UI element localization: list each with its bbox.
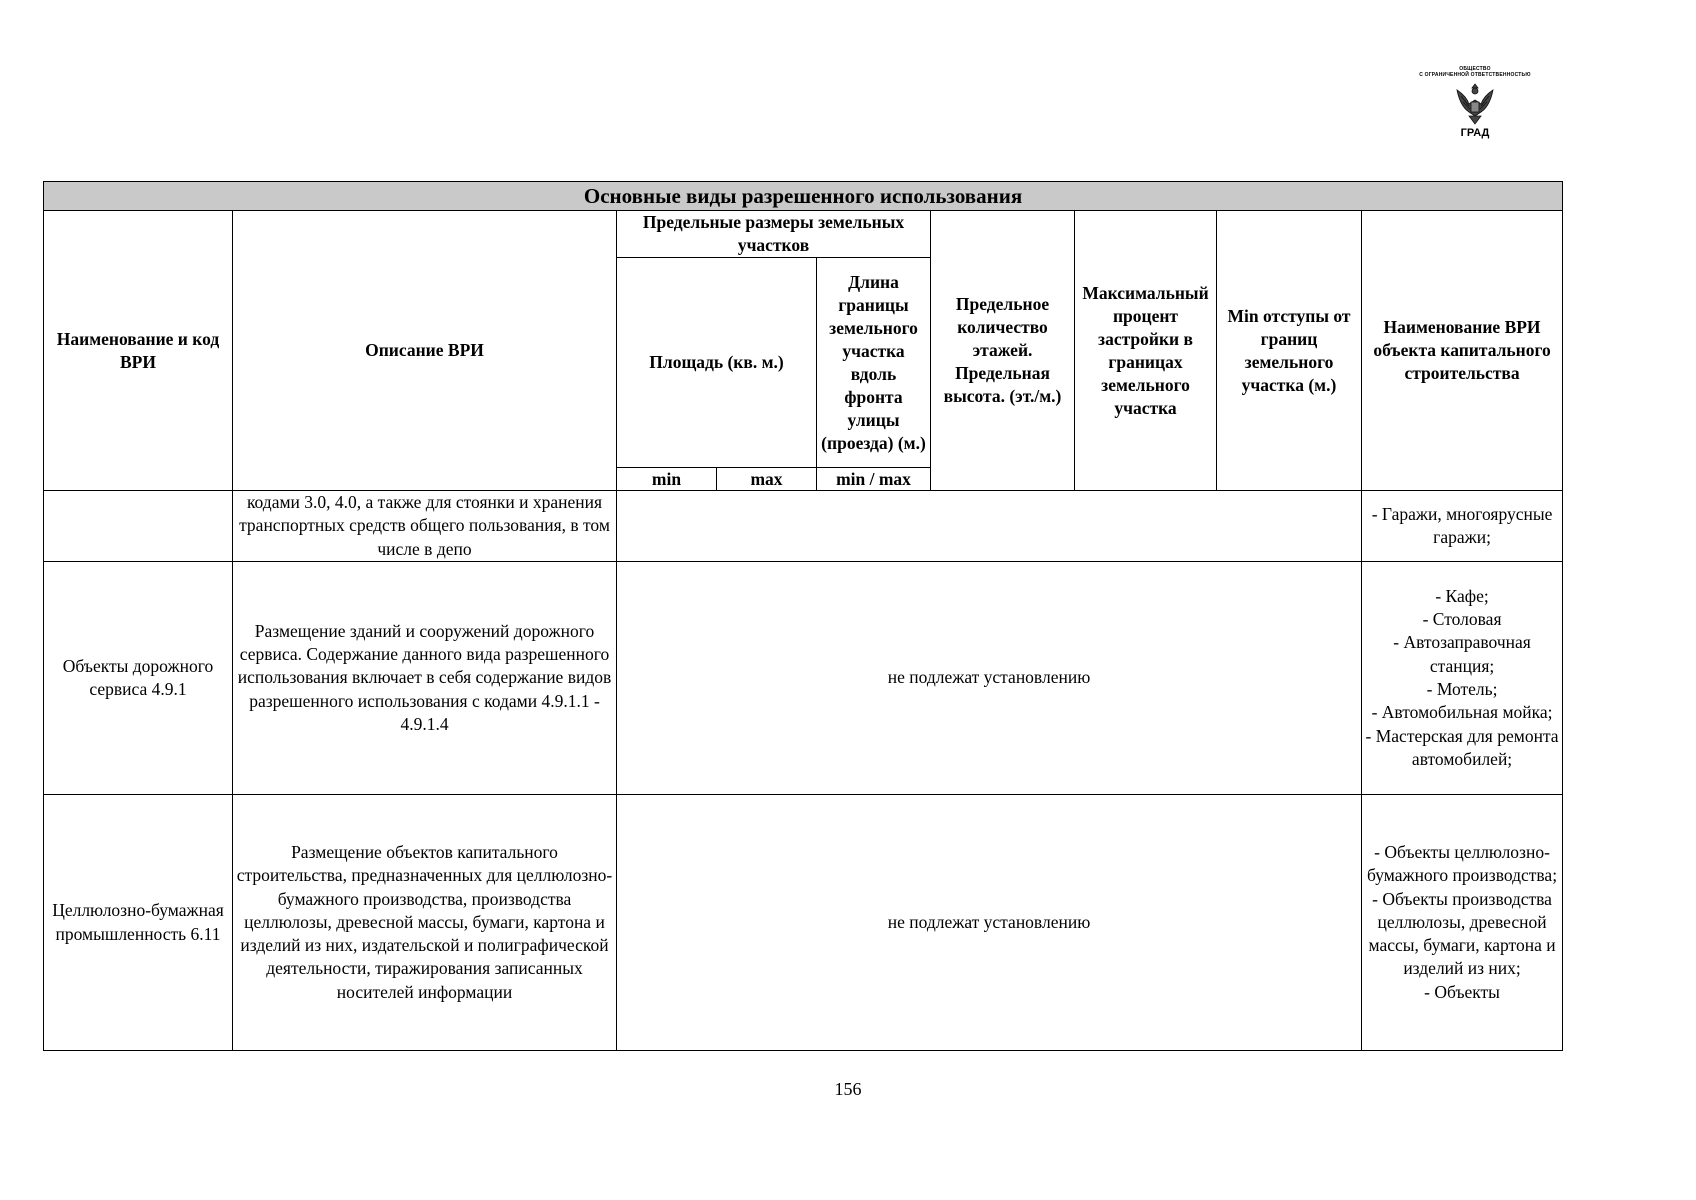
header-area: Площадь (кв. м.)	[617, 258, 817, 468]
capital-object-item: - Мастерская для ремонта автомобилей;	[1365, 725, 1559, 769]
logo-org-line-1: ОБЩЕСТВО	[1459, 66, 1491, 72]
row-parameters	[617, 491, 1362, 562]
capital-object-item: - Мотель;	[1426, 679, 1498, 699]
table-title: Основные виды разрешенного использования	[44, 182, 1563, 211]
capital-object-item: - Объекты целлюлозно-бумажного производства;	[1367, 841, 1558, 886]
header-name-code: Наименование и код ВРИ	[44, 211, 233, 491]
capital-object-item: - Столовая	[1422, 609, 1502, 630]
row-description: Размещение объектов капитального строительства, предназначенных для целлюлозно-бумажного производства, производства целлюлозы, древесной массы, бумаги, картона и изделий из них, издательской и полиграфической деятельности, тиражирования записанных носителей информации	[233, 795, 617, 1051]
row-name-code: Целлюлозно-бумажная промышленность 6.11	[44, 795, 233, 1051]
header-floors-height: Предельное количество этажей. Предельная высота. (эт./м.)	[931, 211, 1075, 491]
header-area-max: max	[717, 467, 817, 490]
capital-object-item: - Автомобильная мойка;	[1371, 702, 1553, 723]
row-description: кодами 3.0, 4.0, а также для стоянки и хранения транспортных средств общего пользования, в том числе в депо	[233, 491, 617, 562]
header-description: Описание ВРИ	[233, 211, 617, 491]
capital-object-item: - Автозаправочная станция;	[1393, 632, 1531, 676]
row-parameters: не подлежат установлению	[617, 562, 1362, 795]
eagle-emblem-icon	[1453, 80, 1497, 126]
header-plot-sizes: Предельные размеры земельных участков	[617, 211, 931, 258]
company-logo	[1390, 66, 1560, 156]
header-frontage-min-max: min / max	[817, 467, 931, 490]
header-frontage-length: Длина границы земельного участка вдоль фронта улицы (проезда) (м.)	[817, 258, 931, 468]
table-row	[44, 491, 1563, 562]
header-min-setbacks: Min отступы от границ земельного участка (м.)	[1217, 211, 1362, 491]
row-parameters: не подлежат установлению	[617, 795, 1362, 1051]
page-number: 156	[834, 1079, 862, 1099]
header-capital-objects: Наименование ВРИ объекта капитального строительства	[1362, 211, 1563, 491]
row-name-code	[44, 491, 233, 562]
header-max-coverage: Максимальный процент застройки в границах земельного участка	[1075, 211, 1217, 491]
row-capital-objects	[1362, 562, 1563, 795]
table-row	[44, 562, 1563, 795]
permitted-use-table	[43, 181, 1563, 1051]
row-capital-objects	[1362, 795, 1563, 1051]
capital-object-item: - Гаражи, многоярусные гаражи;	[1371, 503, 1553, 547]
row-capital-objects	[1362, 491, 1563, 562]
capital-object-item: - Кафе;	[1435, 585, 1489, 606]
capital-object-item: - Объекты	[1424, 981, 1500, 1002]
capital-object-item: - Объекты производства целлюлозы, древесной массы, бумаги, картона и изделий из них;	[1368, 888, 1556, 979]
logo-org-line-2: С ОГРАНИЧЕННОЙ ОТВЕТСТВЕННОСТЬЮ	[1419, 72, 1531, 78]
row-name-code: Объекты дорожного сервиса 4.9.1	[44, 562, 233, 795]
table-row	[44, 795, 1563, 1051]
logo-brand-name: ГРАД	[1460, 127, 1490, 139]
row-description: Размещение зданий и сооружений дорожного сервиса. Содержание данного вида разрешенного использования включает в себя содержание видов разрешенного использования с кодами 4.9.1.1 - 4.9.1.4	[233, 562, 617, 795]
header-area-min: min	[617, 467, 717, 490]
